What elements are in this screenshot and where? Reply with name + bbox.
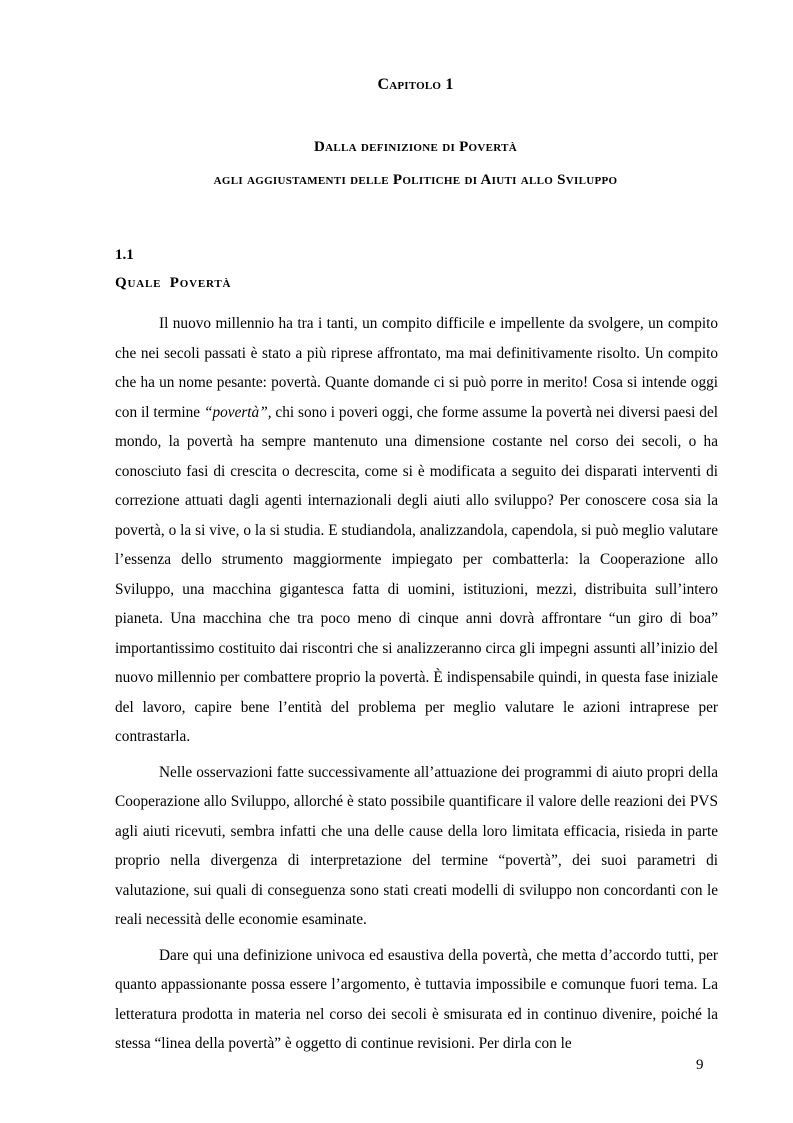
section-title: Quale Povertà xyxy=(115,275,232,291)
paragraph-1-text-b: chi sono i poveri oggi, che forme assume la povertà nei diversi paesi del mondo, la povertà ha sempre mantenuto una dimensione costante nel corso dei secoli, o ha conosciuto fasi di crescita o decrescita, come si è modificata a seguito dei disparati interventi di correzione attuati dagli agenti internazionali degli aiuti allo sviluppo? Per conoscere cosa sia la povertà, o la si vive, o la si studia. E studiandola, analizzandola, capendola, si può meglio valutare l’essenza dello strumento maggiormente impiegato per combatterla: la Cooperazione allo Sviluppo, una macchina gigantesca fatta di uomini, istituzioni, mezzi, distribuita sull’intero pianeta. Una macchina che tra poco meno di cinque anni dovrà affrontare “un giro di boa” importantissimo costituito dai riscontri che si analizzeranno circa gli impegni assunti all’inizio del nuovo millennio per combattere proprio la povertà. È indispensabile quindi, in questa fase iniziale del lavoro, capire bene l’entità del problema per meglio valutare le azioni intraprese per contrastarla. xyxy=(115,403,719,745)
chapter-title: Capitolo 1 xyxy=(377,76,454,93)
paragraph-1 xyxy=(115,309,718,752)
body-text xyxy=(115,309,718,1059)
paragraph-1-text-a: Il nuovo millennio ha tra i tanti, un compito difficile e impellente da svolgere, un compito che nei secoli passati è stato a più riprese affrontato, ma mai definitivamente risolto. Un compito che ha un nome pesante: povertà. Quante domande ci si può porre in merito! Cosa si intende oggi con il termine xyxy=(115,315,718,421)
paragraph-1-italic-term: “povertà”, xyxy=(203,403,272,421)
paragraph-3: Dare qui una definizione univoca ed esaustiva della povertà, che metta d’accordo tutti, per quanto appassionante possa essere l’argomento, è tuttavia impossibile e comunque fuori tema. La letteratura prodotta in materia nel corso dei secoli è smisurata ed in continuo divenire, poiché la stessa “linea della povertà” è oggetto di continue revisioni. Per dirla con le xyxy=(115,946,718,1052)
section-number: 1.1 xyxy=(115,247,134,263)
chapter-heading-line-1: Dalla definizione di Povertà xyxy=(313,139,518,155)
chapter-heading-line-2: agli aggiustamenti delle Politiche di Aiuti allo Sviluppo xyxy=(213,172,618,188)
paragraph-2: Nelle osservazioni fatte successivamente all’attuazione dei programmi di aiuto propri della Cooperazione allo Sviluppo, allorché è stato possibile quantificare il valore delle reazioni dei PVS agli aiuti ricevuti, sembra infatti che una delle cause della loro limitata efficacia, risieda in parte proprio nella divergenza di interpretazione del termine “povertà”, dei suoi parametri di valutazione, sui quali di conseguenza sono stati creati modelli di sviluppo non concordanti con le reali necessità delle economie esaminate. xyxy=(115,763,718,928)
page-number: 9 xyxy=(696,1057,704,1073)
